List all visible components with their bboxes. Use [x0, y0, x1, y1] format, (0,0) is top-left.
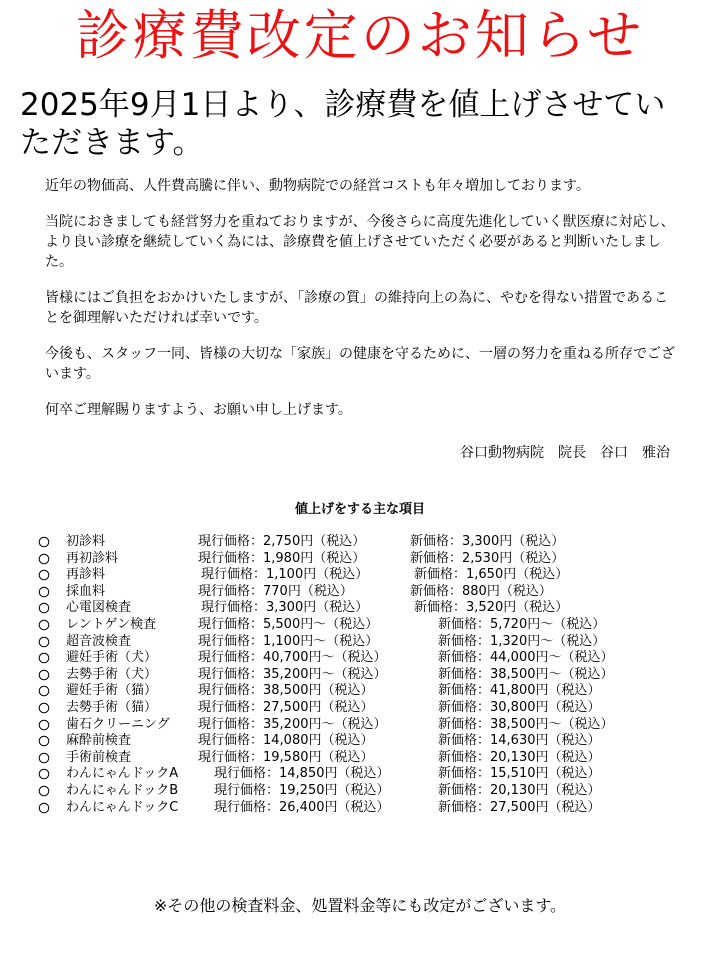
price-row — [38, 733, 678, 750]
new-price: 新価格：14,630円（税込） — [438, 733, 601, 749]
current-price: 現行価格：3,300円（税込） — [201, 600, 369, 616]
item-name: 心電図検査 — [66, 600, 132, 616]
new-price: 新価格：3,300円（税込） — [410, 534, 565, 549]
price-row — [38, 584, 678, 601]
item-name: 再初診料 — [66, 550, 119, 566]
item-name: 避妊手術（犬） — [66, 650, 158, 666]
price-row — [38, 700, 678, 717]
price-row — [38, 683, 678, 700]
signature: 谷口動物病院 院長 谷口 雅治 — [460, 445, 670, 461]
current-price: 現行価格：5,500円～（税込） — [198, 616, 379, 632]
circle-bullet-icon — [38, 567, 52, 581]
current-price: 現行価格：770円（税込） — [198, 583, 353, 599]
price-row — [38, 783, 678, 800]
price-row — [38, 766, 678, 783]
price-row — [38, 750, 678, 767]
price-row — [38, 634, 678, 651]
item-name: 採血料 — [66, 583, 106, 599]
new-price: 新価格：3,520円（税込） — [414, 600, 569, 616]
item-name: レントゲン検査 — [66, 616, 157, 632]
current-price: 現行価格：1,100円～（税込） — [198, 633, 379, 649]
new-price: 新価格：41,800円（税込） — [438, 683, 601, 699]
price-row — [38, 717, 678, 734]
circle-bullet-icon — [38, 800, 52, 814]
circle-bullet-icon — [38, 717, 52, 731]
current-price: 現行価格：40,700円～（税込） — [198, 650, 387, 666]
item-name: 去勢手術（犬） — [66, 666, 158, 682]
new-price: 新価格：2,530円（税込） — [410, 550, 565, 566]
paragraph: 当院におきましても経営努力を重ねておりますが、今後さらに高度先進化していく獣医療に対応し、より良い診療を継続していく為には、診療費を値上げさせていただく必要があると判断いたしました。 — [45, 214, 675, 270]
circle-bullet-icon — [38, 584, 52, 598]
new-price: 新価格：1,650円（税込） — [414, 567, 569, 583]
paragraph: 近年の物価高、人件費高騰に伴い、動物病院での経営コストも年々増加しております。 — [45, 178, 590, 194]
item-name: 超音波検査 — [66, 633, 132, 649]
circle-bullet-icon — [38, 551, 52, 565]
new-price: 新価格：30,800円（税込） — [438, 699, 601, 715]
circle-bullet-icon — [38, 650, 52, 664]
price-row — [38, 617, 678, 634]
circle-bullet-icon — [38, 700, 52, 714]
paragraph: 今後も、スタッフ一同、皆様の大切な「家族」の健康を守るために、一層の努力を重ねる所存でございます。 — [45, 346, 675, 382]
circle-bullet-icon — [38, 750, 52, 764]
new-price: 新価格：880円（税込） — [410, 583, 552, 599]
current-price: 現行価格：19,580円（税込） — [198, 749, 374, 765]
price-list — [38, 534, 678, 816]
current-price: 現行価格：14,850円（税込） — [214, 766, 390, 782]
item-name: わんにゃんドックA — [66, 766, 179, 782]
current-price: 現行価格：27,500円（税込） — [198, 699, 374, 715]
price-row — [38, 534, 678, 551]
current-price: 現行価格：1,980円（税込） — [198, 550, 366, 566]
notice-body — [45, 176, 675, 436]
item-name: 避妊手術（猫） — [66, 683, 158, 699]
item-name: わんにゃんドックB — [66, 782, 179, 798]
price-row — [38, 667, 678, 684]
item-name: 去勢手術（猫） — [66, 699, 158, 715]
paragraph: 皆様にはご負担をおかけいたしますが、「診療の質」の維持向上の為に、やむを得ない措置であることを御理解いただければ幸いです。 — [45, 290, 668, 326]
circle-bullet-icon — [38, 733, 52, 747]
items-heading: 値上げをする主な項目 — [294, 502, 425, 517]
current-price: 現行価格：2,750円（税込） — [198, 534, 366, 549]
new-price: 新価格：38,500円～（税込） — [438, 716, 614, 732]
new-price: 新価格：1,320円～（税込） — [438, 633, 606, 649]
paragraph: 何卒ご理解賜りますよう、お願い申し上げます。 — [45, 402, 352, 418]
item-name: わんにゃんドックC — [66, 799, 179, 815]
circle-bullet-icon — [38, 600, 52, 614]
item-name: 手術前検査 — [66, 749, 132, 765]
current-price: 現行価格：19,250円（税込） — [214, 782, 390, 798]
circle-bullet-icon — [38, 683, 52, 697]
new-price: 新価格：20,130円（税込） — [438, 782, 601, 798]
price-row — [38, 800, 678, 817]
new-price: 新価格：27,500円（税込） — [438, 799, 601, 815]
new-price: 新価格：44,000円～（税込） — [438, 650, 614, 666]
item-name: 歯石クリーニング — [66, 716, 170, 732]
notice-title: 診療費改定のお知らせ — [75, 4, 645, 67]
circle-bullet-icon — [38, 766, 52, 780]
current-price: 現行価格：14,080円（税込） — [198, 733, 374, 749]
circle-bullet-icon — [38, 617, 52, 631]
current-price: 現行価格：35,200円～（税込） — [198, 716, 387, 732]
price-row — [38, 600, 678, 617]
new-price: 新価格：5,720円～（税込） — [438, 616, 606, 632]
current-price: 現行価格：26,400円（税込） — [214, 799, 390, 815]
circle-bullet-icon — [38, 667, 52, 681]
new-price: 新価格：20,130円（税込） — [438, 749, 601, 765]
price-row — [38, 650, 678, 667]
circle-bullet-icon — [38, 634, 52, 648]
circle-bullet-icon — [38, 534, 52, 548]
current-price: 現行価格：38,500円（税込） — [198, 683, 374, 699]
price-row — [38, 551, 678, 568]
current-price: 現行価格：1,100円（税込） — [201, 567, 369, 583]
circle-bullet-icon — [38, 783, 52, 797]
price-row — [38, 567, 678, 584]
new-price: 新価格：15,510円（税込） — [438, 766, 601, 782]
current-price: 現行価格：35,200円～（税込） — [198, 666, 387, 682]
item-name: 麻酔前検査 — [66, 733, 132, 749]
item-name: 再診料 — [66, 567, 106, 583]
item-name: 初診料 — [66, 534, 106, 549]
headline: 2025年9月1日より、診療費を値上げさせていただきます。 — [20, 87, 666, 161]
new-price: 新価格：38,500円～（税込） — [438, 666, 614, 682]
footnote: ※その他の検査料金、処置料金等にも改定がございます。 — [153, 896, 567, 915]
